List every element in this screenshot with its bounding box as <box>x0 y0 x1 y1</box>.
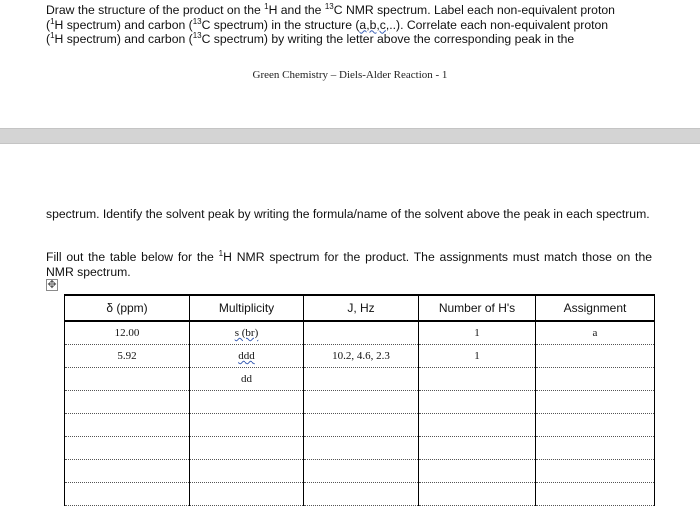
table-cell[interactable] <box>419 414 536 437</box>
header-j-hz: J, Hz <box>304 295 419 321</box>
table-cell[interactable] <box>190 321 304 345</box>
table-cell[interactable] <box>536 345 655 368</box>
table-cell[interactable] <box>419 391 536 414</box>
table-cell[interactable] <box>190 345 304 368</box>
table-row <box>65 437 655 460</box>
spellcheck-flagged-text[interactable]: a,b,c, <box>359 17 390 32</box>
text: H spectrum) and carbon ( <box>54 17 193 32</box>
table-row <box>65 321 655 345</box>
text: Fill out the table below for the <box>46 250 219 264</box>
table-cell[interactable] <box>304 391 419 414</box>
table-cell[interactable]: dd <box>190 368 304 391</box>
header-number-of-h: Number of H's <box>419 295 536 321</box>
text: H NMR spectrum for the product. The assignments must match those on the NMR spectrum. <box>46 250 653 279</box>
table-cell[interactable] <box>419 368 536 391</box>
text: C NMR spectrum. Label each non-equivalent proton <box>333 3 615 17</box>
table-cell[interactable]: 1 <box>419 321 536 345</box>
superscript: 1 <box>50 16 55 26</box>
header-assignment: Assignment <box>536 295 655 321</box>
table-cell[interactable]: a <box>536 321 655 345</box>
page-break-gap <box>0 128 700 144</box>
page-footer: Green Chemistry – Diels-Alder Reaction - 1 <box>252 69 448 81</box>
table-cell[interactable] <box>65 391 190 414</box>
table-cell[interactable]: 10.2, 4.6, 2.3 <box>304 345 419 368</box>
table-cell[interactable] <box>190 460 304 483</box>
table-cell[interactable] <box>190 483 304 506</box>
table-cell[interactable] <box>65 368 190 391</box>
table-cell[interactable] <box>304 483 419 506</box>
table-cell[interactable] <box>536 483 655 506</box>
table-cell[interactable] <box>419 437 536 460</box>
table-row <box>65 368 655 391</box>
table-cell[interactable] <box>304 460 419 483</box>
superscript: 13 <box>324 1 334 11</box>
continuation-paragraph: spectrum. Identify the solvent peak by writing the formula/name of the solvent above the peak in each spectrum. <box>46 207 650 221</box>
table-row <box>65 391 655 414</box>
table-cell-text: ddd <box>238 350 255 362</box>
table-cell[interactable] <box>65 414 190 437</box>
text: H and the <box>268 3 325 17</box>
text: Draw the structure of the product on the <box>46 3 265 17</box>
table-cell[interactable] <box>536 368 655 391</box>
superscript: 1 <box>264 1 269 11</box>
table-cell[interactable] <box>419 460 536 483</box>
superscript: 1 <box>218 248 224 258</box>
table-row <box>65 460 655 483</box>
table-cell[interactable]: 1 <box>419 345 536 368</box>
superscript: 13 <box>192 16 202 26</box>
table-cell[interactable] <box>304 414 419 437</box>
table-cell[interactable]: 12.00 <box>65 321 190 345</box>
table-cell[interactable] <box>304 368 419 391</box>
table-row <box>65 414 655 437</box>
table-cell[interactable] <box>190 414 304 437</box>
text: ( <box>46 17 51 32</box>
superscript: 13 <box>192 30 202 40</box>
nmr-assignment-table <box>64 294 655 506</box>
table-intro-paragraph <box>46 250 652 279</box>
table-cell[interactable]: 5.92 <box>65 345 190 368</box>
table-cell[interactable] <box>65 437 190 460</box>
table-cell[interactable] <box>536 414 655 437</box>
table-cell[interactable] <box>65 483 190 506</box>
table-cell[interactable] <box>536 391 655 414</box>
table-header-row <box>65 295 655 321</box>
page-one-bottom <box>0 0 700 128</box>
text: ..). Correlate each non-equivalent proton <box>389 17 609 32</box>
instructions-paragraph <box>46 3 652 47</box>
text: ( <box>46 32 51 46</box>
text: C spectrum) in the structure ( <box>201 17 360 32</box>
table-cell[interactable] <box>190 391 304 414</box>
table-cell-text: s (br) <box>234 327 259 339</box>
table-cell[interactable] <box>536 437 655 460</box>
table-cell[interactable] <box>65 460 190 483</box>
table-cell[interactable] <box>304 437 419 460</box>
text: H spectrum) and carbon ( <box>54 32 193 46</box>
table-cell[interactable] <box>190 437 304 460</box>
text: C spectrum) by writing the letter above the corresponding peak in the <box>201 32 575 46</box>
header-multiplicity: Multiplicity <box>190 295 304 321</box>
table-row <box>65 483 655 506</box>
move-cross-icon[interactable]: ✥ <box>47 279 57 291</box>
header-delta-ppm: δ (ppm) <box>65 295 190 321</box>
table-cell[interactable] <box>419 483 536 506</box>
superscript: 1 <box>50 30 55 40</box>
table-row <box>65 345 655 368</box>
table-cell[interactable] <box>304 321 419 345</box>
table-cell[interactable] <box>536 460 655 483</box>
